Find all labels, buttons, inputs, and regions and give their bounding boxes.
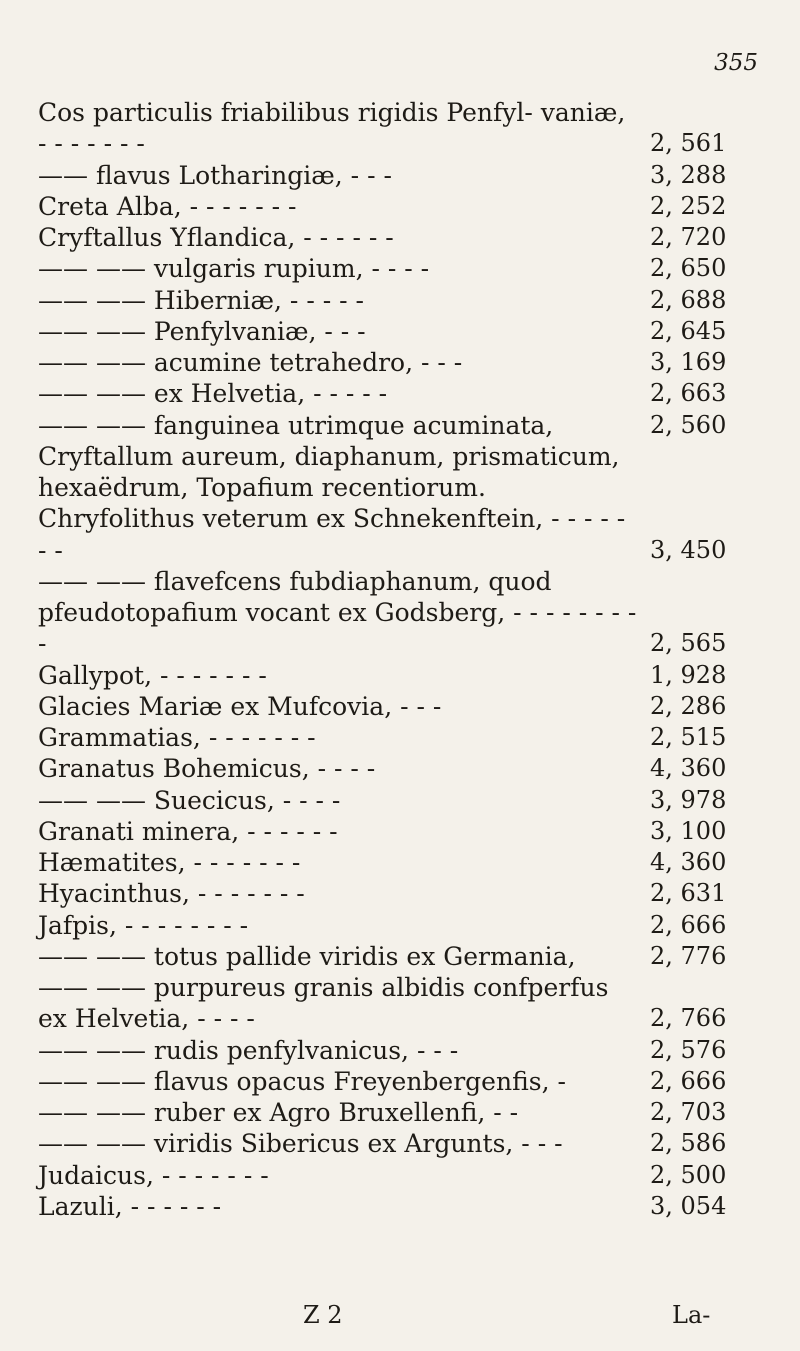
- entry-text: —— —— purpureus granis albidis confperfus ex Helvetia, - - - -: [38, 973, 609, 1034]
- entry-row: [38, 253, 760, 284]
- entry-value: 4, 360: [650, 754, 727, 783]
- entry-value: 3, 054: [650, 1191, 727, 1220]
- entry-value: 2, 576: [650, 1035, 727, 1064]
- entry-row: [38, 753, 760, 784]
- entry-value: 2, 650: [650, 254, 727, 283]
- entry-row: [38, 691, 760, 722]
- entry-text: —— —— vulgaris rupium, - - - -: [38, 254, 430, 284]
- entry-row: [38, 910, 760, 941]
- entry-value: 2, 565: [650, 629, 727, 658]
- entry-row: [38, 285, 760, 316]
- entry-row: [38, 160, 760, 191]
- entry-value: 3, 450: [650, 535, 727, 564]
- entry-text: —— —— totus pallide viridis ex Germania,: [38, 941, 576, 971]
- entry-text: Creta Alba, - - - - - - -: [38, 191, 297, 221]
- entry-row: [38, 1097, 760, 1128]
- entry-text: Judaicus, - - - - - - -: [38, 1160, 269, 1190]
- entry-value: 3, 100: [650, 816, 727, 845]
- entry-text: Jafpis, - - - - - - - -: [38, 910, 249, 940]
- entry-text: —— —— flavefcens fubdiaphanum, quod pfeudotopafium vocant ex Godsberg, - - - - - - - - -: [38, 566, 637, 659]
- entry-text: —— —— Penfylvaniæ, - - -: [38, 316, 366, 346]
- page-number: 355: [714, 50, 758, 76]
- entry-text: —— —— ex Helvetia, - - - - -: [38, 379, 388, 409]
- entry-text: Cryftallum aureum, diaphanum, prismaticum, hexaëdrum, Topafium recentiorum. Chryfolithus veterum ex Schnekenftein, - - - - - - -: [38, 441, 626, 565]
- entry-value: 2, 515: [650, 723, 727, 751]
- entry-value: 2, 666: [650, 910, 727, 939]
- entry-text: —— —— flavus opacus Freyenbergenfis, -: [38, 1066, 566, 1096]
- entry-value: 2, 666: [650, 1066, 727, 1095]
- entry-row: [38, 410, 760, 441]
- entry-value: 2, 252: [650, 191, 727, 220]
- entry-text: —— —— rudis penfylvanicus, - - -: [38, 1035, 459, 1065]
- entry-row: [38, 722, 760, 753]
- entry-text: Grammatias, - - - - - - -: [38, 723, 316, 752]
- entry-row: [38, 347, 760, 378]
- entry-row: [38, 1191, 760, 1222]
- entry-text: —— —— Hiberniæ, - - - - -: [38, 285, 364, 315]
- entry-value: 3, 978: [650, 785, 727, 814]
- entry-value: 2, 500: [650, 1160, 727, 1189]
- entry-value: 2, 561: [650, 129, 727, 158]
- entry-value: 2, 286: [650, 691, 727, 720]
- entry-value: 2, 631: [650, 879, 727, 908]
- entry-row: [38, 1160, 760, 1191]
- entry-row: [38, 1066, 760, 1097]
- entry-row: [38, 191, 760, 222]
- entry-text: Lazuli, - - - - - -: [38, 1191, 222, 1221]
- entry-value: 2, 720: [650, 223, 727, 251]
- entry-text: Cos particulis friabilibus rigidis Penfyl- vaniæ, - - - - - - -: [38, 98, 626, 159]
- entry-value: 2, 776: [650, 941, 727, 970]
- entry-row: [38, 847, 760, 878]
- entry-value: 2, 586: [650, 1129, 727, 1158]
- entry-value: 1, 928: [650, 660, 727, 689]
- entry-row: [38, 566, 760, 660]
- entry-value: 2, 645: [650, 316, 727, 345]
- entry-text: Granatus Bohemicus, - - - -: [38, 754, 376, 784]
- entry-row: [38, 816, 760, 847]
- entry-value: 2, 560: [650, 410, 727, 439]
- entry-text: Granati minera, - - - - - -: [38, 816, 338, 846]
- entry-row: [38, 972, 760, 1035]
- entry-value: 4, 360: [650, 848, 727, 876]
- entry-row: [38, 1035, 760, 1066]
- entry-value: 3, 288: [650, 160, 727, 189]
- entry-text: —— —— acumine tetrahedro, - - -: [38, 348, 463, 377]
- entry-row: [38, 97, 760, 160]
- entry-row: [38, 878, 760, 909]
- entry-row: [38, 316, 760, 347]
- entry-row: [38, 222, 760, 253]
- entry-text: —— —— ruber ex Agro Bruxellenfi, - -: [38, 1098, 519, 1127]
- catchword: La-: [672, 1301, 711, 1329]
- entry-row: [38, 441, 760, 566]
- entry-text: —— —— fanguinea utrimque acuminata,: [38, 410, 554, 440]
- entry-row: [38, 785, 760, 816]
- entry-text: —— —— Suecicus, - - - -: [38, 785, 341, 815]
- entry-row: [38, 941, 760, 972]
- entry-row: [38, 1128, 760, 1159]
- entry-text: Gallypot, - - - - - - -: [38, 660, 267, 690]
- entry-list: [38, 97, 760, 1222]
- entry-text: Glacies Mariæ ex Mufcovia, - - -: [38, 691, 442, 721]
- entry-text: Hæmatites, - - - - - - -: [38, 848, 301, 877]
- entry-value: 3, 169: [650, 348, 727, 376]
- entry-value: 2, 688: [650, 285, 727, 314]
- entry-row: [38, 378, 760, 409]
- entry-text: —— flavus Lotharingiæ, - - -: [38, 160, 392, 190]
- entry-value: 2, 703: [650, 1098, 727, 1126]
- entry-value: 2, 663: [650, 379, 727, 408]
- signature-mark: Z 2: [303, 1301, 343, 1329]
- entry-value: 2, 766: [650, 1004, 727, 1033]
- entry-text: —— —— viridis Sibericus ex Argunts, - - -: [38, 1129, 563, 1159]
- entry-text: Cryftallus Yflandica, - - - - - -: [38, 223, 394, 252]
- entry-text: Hyacinthus, - - - - - - -: [38, 879, 305, 909]
- entry-row: [38, 660, 760, 691]
